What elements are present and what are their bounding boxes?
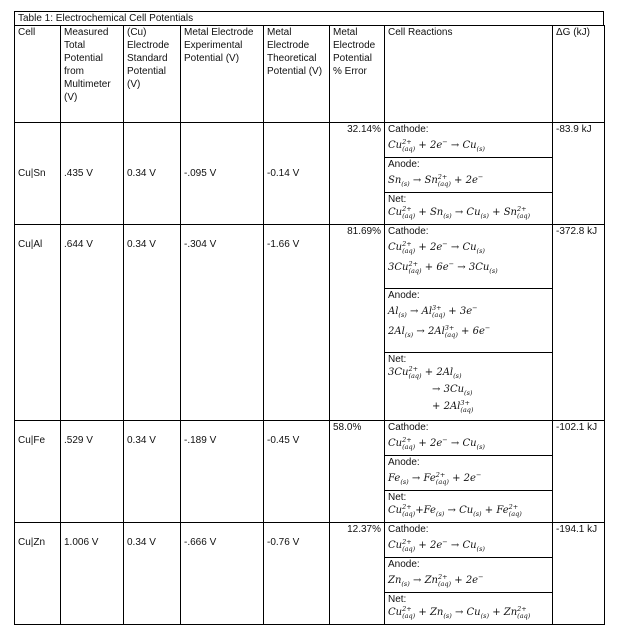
measured-value: .435 V xyxy=(61,123,124,225)
reactions-cell xyxy=(385,225,553,421)
net-label: Net: xyxy=(388,194,407,205)
cell-potentials-table xyxy=(14,25,605,625)
reactions-cell xyxy=(385,123,553,225)
anode-label: Anode: xyxy=(388,290,420,301)
metal-theoretical-value: -0.45 V xyxy=(264,421,330,523)
cu-standard-value: 0.34 V xyxy=(124,225,181,421)
percent-error-value: 32.14% xyxy=(330,123,385,225)
anode-label: Anode: xyxy=(388,457,420,468)
anode-equation: $Sn_{(s)} \to Sn$ 2+ (aq) + 2e− xyxy=(388,173,484,188)
anode-label: Anode: xyxy=(388,159,420,170)
net-equation: Cu 2+ (aq) + $Sn_{(s)} \to Cu_{(s)} + Sn$ 2+ (aq) xyxy=(388,205,531,220)
header-cell: Cell xyxy=(15,26,61,123)
table-row-cu-zn xyxy=(15,523,605,625)
metal-experimental-value: -.095 V xyxy=(181,123,264,225)
anode-equation-scaled: $2Al_{(s)} \to 2Al$ 3+ (aq) + 6e− xyxy=(388,324,491,339)
cathode-equation: Cu 2+ (aq) + $2e^- \to Cu_{(s)}$ xyxy=(388,138,485,153)
anode-block xyxy=(385,158,552,193)
cu-standard-value: 0.34 V xyxy=(124,123,181,225)
percent-error-value: 58.0% xyxy=(330,421,385,523)
table-row-cu-al xyxy=(15,225,605,421)
measured-value: .529 V xyxy=(61,421,124,523)
cathode-equation-scaled: 3Cu 2+ (aq) + $6e^- \to 3Cu_{(s)}$ xyxy=(388,260,498,275)
table-container xyxy=(14,11,604,625)
measured-value: .644 V xyxy=(61,225,124,421)
table-row-cu-sn xyxy=(15,123,605,225)
metal-experimental-value: -.666 V xyxy=(181,523,264,625)
cathode-block xyxy=(385,123,552,158)
cathode-label: Cathode: xyxy=(388,422,429,433)
net-label: Net: xyxy=(388,354,407,365)
delta-g-value: -194.1 kJ xyxy=(553,523,605,625)
metal-theoretical-value: -0.76 V xyxy=(264,523,330,625)
reactions-cell xyxy=(385,523,553,625)
delta-g-value: -83.9 kJ xyxy=(553,123,605,225)
cell-name: Cu|Al xyxy=(15,225,61,421)
table-row-cu-fe xyxy=(15,421,605,523)
cell-name: Cu|Sn xyxy=(15,123,61,225)
measured-value: 1.006 V xyxy=(61,523,124,625)
cathode-equation: Cu 2+ (aq) + $2e^- \to Cu_{(s)}$ xyxy=(388,538,485,553)
anode-label: Anode: xyxy=(388,559,420,570)
cathode-block xyxy=(385,421,552,456)
net-block xyxy=(385,193,552,224)
delta-g-value: -102.1 kJ xyxy=(553,421,605,523)
cathode-equation: Cu 2+ (aq) + $2e^- \to Cu_{(s)}$ xyxy=(388,240,485,255)
header-measured: Measured Total Potential from Multimeter (V) xyxy=(61,26,124,123)
cell-name: Cu|Fe xyxy=(15,421,61,523)
header-row xyxy=(15,26,605,123)
cu-standard-value: 0.34 V xyxy=(124,523,181,625)
cu-standard-value: 0.34 V xyxy=(124,421,181,523)
net-label: Net: xyxy=(388,594,407,605)
metal-experimental-value: -.189 V xyxy=(181,421,264,523)
cathode-block xyxy=(385,225,552,289)
net-equation: Cu 2+ (aq) + $Zn_{(s)} \to Cu_{(s)} + Zn$ 2+ (aq) xyxy=(388,605,531,620)
cell-name: Cu|Zn xyxy=(15,523,61,625)
net-block xyxy=(385,491,552,522)
net-equation-products-2: + 2Al 3+ (aq) xyxy=(432,399,474,414)
percent-error-value: 12.37% xyxy=(330,523,385,625)
cathode-label: Cathode: xyxy=(388,124,429,135)
cathode-equation: Cu 2+ (aq) + $2e^- \to Cu_{(s)}$ xyxy=(388,436,485,451)
anode-equation: $Al_{(s)} \to Al$ 3+ (aq) + 3e− xyxy=(388,304,478,319)
net-equation: Cu 2+ (aq) $+Fe_{(s)} \to Cu_{(s)} + Fe$ 2+ (aq) xyxy=(388,503,522,518)
cathode-label: Cathode: xyxy=(388,524,429,535)
net-block xyxy=(385,353,552,415)
header-percent-error: Metal Electrode Potential % Error xyxy=(330,26,385,123)
delta-g-value: -372.8 kJ xyxy=(553,225,605,421)
anode-block xyxy=(385,289,552,353)
anode-equation: $Fe_{(s)} \to Fe$ 2+ (aq) + 2e− xyxy=(388,471,482,486)
metal-experimental-value: -.304 V xyxy=(181,225,264,421)
net-label: Net: xyxy=(388,492,407,503)
cathode-label: Cathode: xyxy=(388,226,429,237)
net-block xyxy=(385,593,552,624)
metal-theoretical-value: -1.66 V xyxy=(264,225,330,421)
net-equation-reactants: 3Cu 2+ (aq) + $2Al_{(s)}$ xyxy=(388,365,462,380)
header-metal-experimental: Metal Electrode Experimental Potential (V) xyxy=(181,26,264,123)
anode-block xyxy=(385,558,552,593)
anode-block xyxy=(385,456,552,491)
header-reactions: Cell Reactions xyxy=(385,26,553,123)
reactions-cell xyxy=(385,421,553,523)
header-cu-standard: (Cu) Electrode Standard Potential (V) xyxy=(124,26,181,123)
metal-theoretical-value: -0.14 V xyxy=(264,123,330,225)
cathode-block xyxy=(385,523,552,558)
anode-equation: $Zn_{(s)} \to Zn$ 2+ (aq) + 2e− xyxy=(388,573,484,588)
percent-error-value: 81.69% xyxy=(330,225,385,421)
header-delta-g: ΔG (kJ) xyxy=(553,26,605,123)
header-metal-theoretical: Metal Electrode Theoretical Potential (V) xyxy=(264,26,330,123)
table-caption: Table 1: Electrochemical Cell Potentials xyxy=(14,11,604,25)
net-equation-products: → $3Cu_{(s)}$ xyxy=(432,384,473,397)
